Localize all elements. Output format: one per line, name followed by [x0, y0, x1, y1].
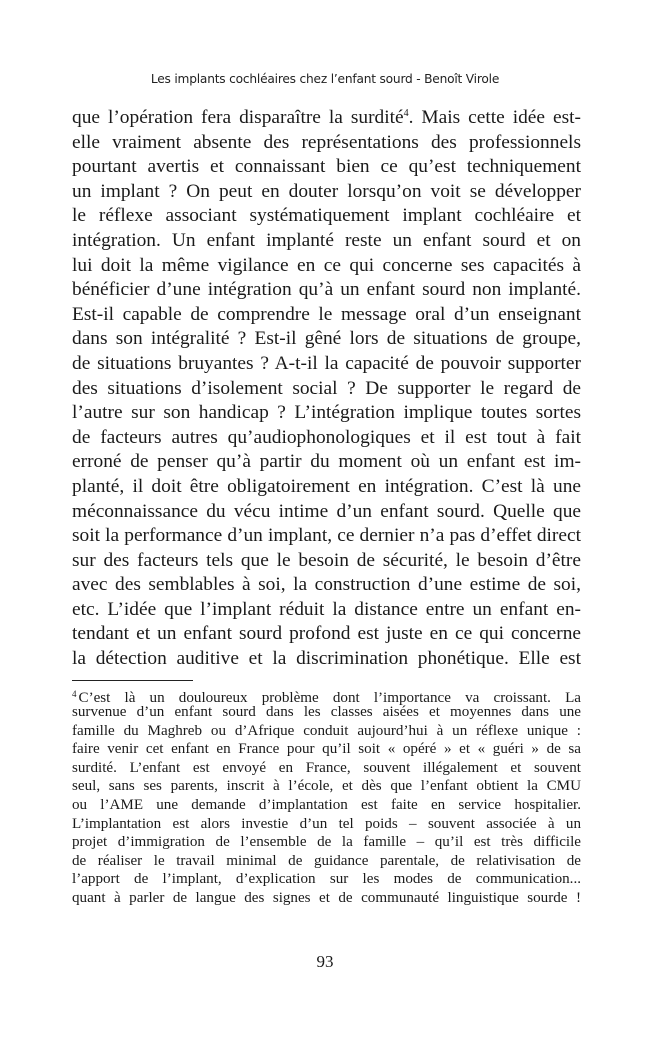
body-line: tendant et un enfant sourd profond est juste en ce qui concerne — [72, 623, 581, 645]
body-line: pourtant avertis et connaissant bien ce qu’est techniquement — [72, 156, 581, 178]
footnote-line: seul, sans ses parents, inscrit à l’école, et dès que l’enfant obtient la CMU — [72, 778, 581, 795]
body-line: elle vraiment absente des représentations des professionnels — [72, 131, 581, 153]
footnote-line — [72, 685, 581, 704]
body-line: intégration. Un enfant implanté reste un enfant sourd et on — [72, 229, 581, 251]
body-line: lui doit la même vigilance en ce qui concerne ses capacités à — [72, 254, 581, 276]
body-line: erroné de penser qu’à partir du moment où un enfant est im- — [72, 451, 581, 473]
body-line-text: . Mais cette idée est- — [408, 107, 581, 128]
footnote-reference[interactable]: 4 — [403, 108, 409, 119]
footnote-line: faire venir cet enfant en France pour qu’il soit « opéré » et « guéri » de sa — [72, 741, 581, 758]
body-line: l’autre sur son handicap ? L’intégration implique toutes sortes — [72, 402, 581, 424]
body-line: de situations bruyantes ? A-t-il la capacité de pouvoir supporter — [72, 352, 581, 374]
body-line: planté, il doit être obligatoirement en intégration. C’est là une — [72, 475, 581, 497]
body-line: sur des facteurs tels que le besoin de sécurité, le besoin d’être — [72, 549, 581, 571]
body-line-text: que l’opération fera disparaître la surdité — [72, 107, 404, 128]
footnote-line: survenue d’un enfant sourd dans les classes aisées et moyennes dans une — [72, 704, 581, 721]
body-line: un implant ? On peut en douter lorsqu’on voit se développer — [72, 180, 581, 202]
body-line: le réflexe associant systématiquement implant cochléaire et — [72, 205, 581, 227]
body-line: dans son intégralité ? Est-il gêné lors de situations de groupe, — [72, 328, 581, 350]
body-line: etc. L’idée que l’implant réduit la distance entre un enfant en- — [72, 598, 581, 620]
body-line: avec des semblables à soi, la construction d’une estime de soi, — [72, 574, 581, 596]
page-number: 93 — [316, 952, 334, 971]
footnote-line: quant à parler de langue des signes et de communauté linguistique sourde ! — [72, 890, 581, 907]
body-line: la détection auditive et la discrimination phonétique. Elle est — [72, 648, 581, 670]
footnote-line: l’apport de l’implant, d’explication sur les modes de communication... — [72, 871, 581, 888]
footnote-line: ou l’AME une demande d’implantation est faite en service hospitalier. — [72, 797, 581, 814]
footnote-line: L’implantation est alors investie d’un tel poids – souvent associée à un — [72, 815, 581, 832]
body-line: méconnaissance du vécu intime d’un enfant sourd. Quelle que — [72, 500, 581, 522]
running-head: Les implants cochléaires chez l’enfant sourd - Benoît Virole — [150, 72, 500, 86]
footnote-line: famille du Maghreb ou d’Afrique conduit aujourd’hui à un réflexe unique : — [72, 722, 581, 739]
footnote-line: projet d’immigration de l’ensemble de la famille – qu’il est très difficile — [72, 834, 581, 851]
body-text — [72, 106, 581, 672]
body-line: des situations d’isolement social ? De supporter le regard de — [72, 377, 581, 399]
footnote-line: surdité. L’enfant est envoyé en France, souvent illégalement et souvent — [72, 759, 581, 776]
body-line: soit la performance d’un implant, ce dernier n’a pas d’effet direct — [72, 525, 581, 547]
footnote-line-text: C’est là un douloureux problème dont l’importance va croissant. La — [78, 689, 581, 706]
body-line: bénéficier d’une intégration qu’à un enfant sourd non implanté. — [72, 279, 581, 301]
footnote-line: de réaliser le travail minimal de guidance parentale, de relativisation de — [72, 852, 581, 869]
body-line — [72, 106, 581, 131]
footnote — [72, 685, 581, 908]
footnote-marker: 4 — [72, 688, 77, 699]
body-line: de facteurs autres qu’audiophonologiques et il est tout à fait — [72, 426, 581, 448]
footnote-separator — [72, 680, 193, 681]
body-line: Est-il capable de comprendre le message oral d’un enseignant — [72, 303, 581, 325]
